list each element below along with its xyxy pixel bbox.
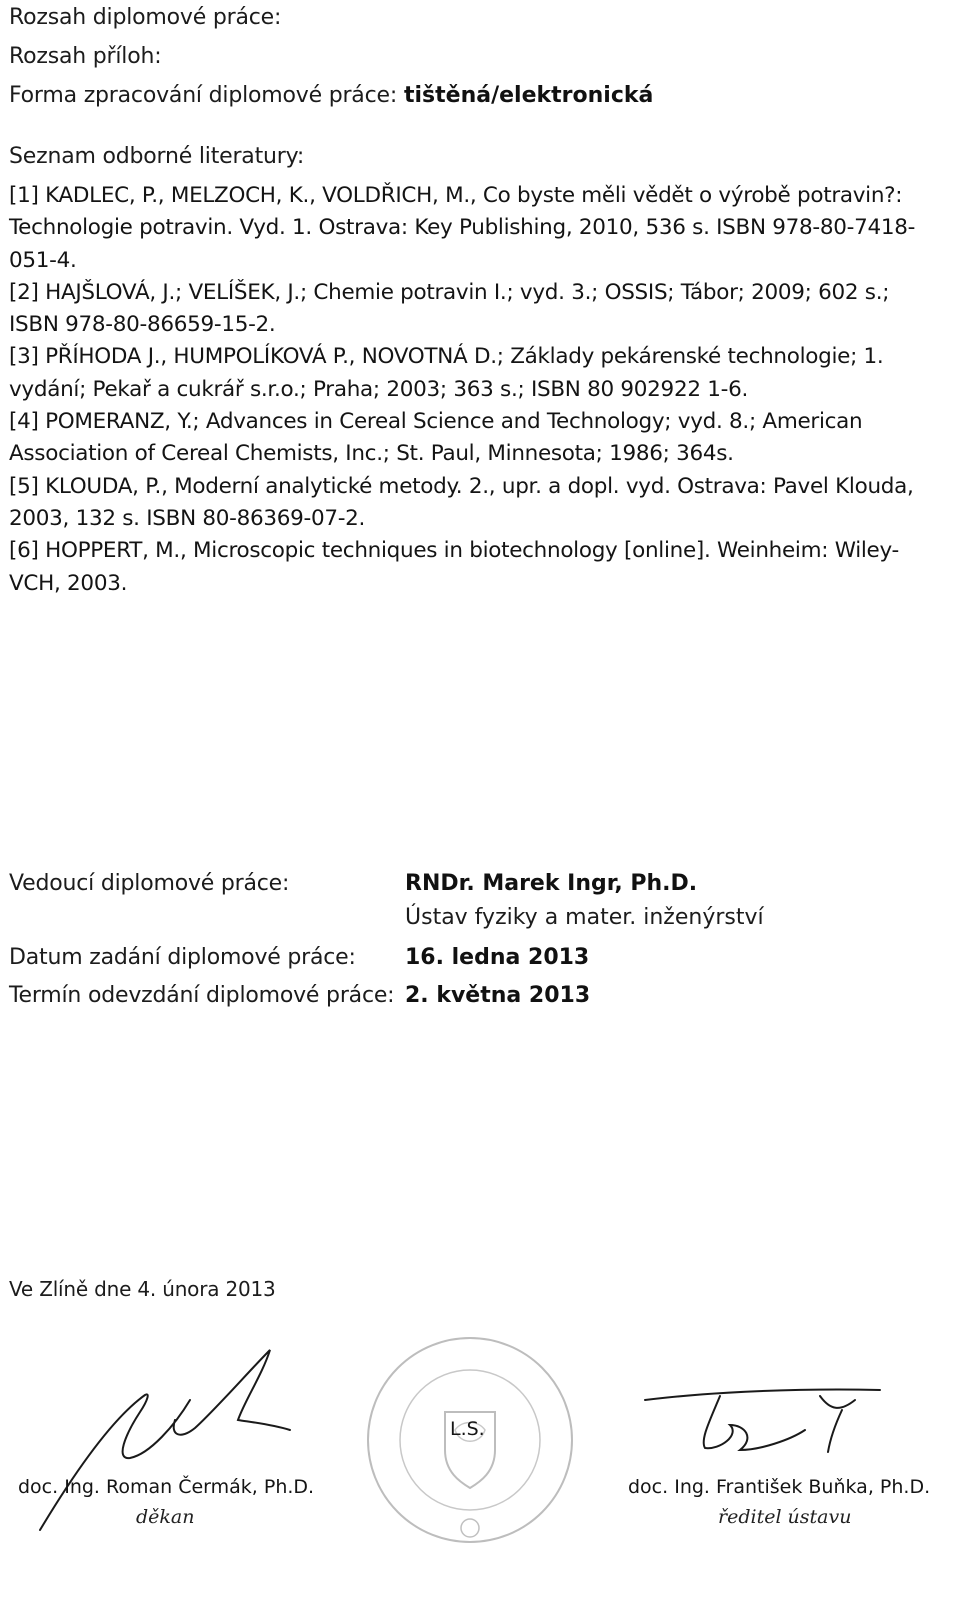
stamp-label: L.S. xyxy=(450,1418,485,1440)
datum-zadani-value: 16. ledna 2013 xyxy=(405,945,590,970)
director-signature xyxy=(630,1380,910,1470)
literature-item-2: [2] HAJŠLOVÁ, J.; VELÍŠEK, J.; Chemie potravin I.; vyd. 3.; OSSIS; Tábor; 2009; 602 s.; ISBN 978-80-86659-15-2. xyxy=(9,279,890,338)
forma-label: Forma zpracování diplomové práce: xyxy=(9,83,398,108)
literature-item-3: [3] PŘÍHODA J., HUMPOLÍKOVÁ P., NOVOTNÁ D.; Základy pekárenské technologie; 1. vydání; Pekař a cukrář s.r.o.; Praha; 2003; 363 s.; ISBN 80 902922 1-6. xyxy=(9,344,884,402)
termin-value: 2. května 2013 xyxy=(405,983,591,1008)
termin-label: Termín odevzdání diplomové práce: xyxy=(9,983,395,1008)
literature-item-6: [6] HOPPERT, M., Microscopic techniques in biotechnology [online]. Weinheim: Wiley-VCH, 2003. xyxy=(9,538,899,596)
datum-zadani-label: Datum zadání diplomové práce: xyxy=(9,945,356,970)
rozsah-prace-label: Rozsah diplomové práce: xyxy=(9,5,282,30)
dean-name: doc. Ing. Roman Čermák, Ph.D. xyxy=(18,1476,315,1498)
literature-title: Seznam odborné literatury: xyxy=(9,144,305,169)
literature-item-1: [1] KADLEC, P., MELZOCH, K., VOLDŘICH, M., Co byste měli vědět o výrobě potravin?: Technologie potravin. Vyd. 1. Ostrava: Key Publishing, 2010, 536 s. ISBN 978-80-7418-051-4. xyxy=(9,183,916,273)
literature-list xyxy=(9,180,944,600)
literature-item-5: [5] KLOUDA, P., Moderní analytické metody. 2., upr. a dopl. vyd. Ostrava: Pavel Klouda, 2003, 132 s. ISBN 80-86369-07-2. xyxy=(9,473,914,531)
rozsah-priloh-label: Rozsah příloh: xyxy=(9,44,162,69)
literature-item-4: [4] POMERANZ, Y.; Advances in Cereal Science and Technology; vyd. 8.; American Association of Cereal Chemists, Inc.; St. Paul, Minnesota; 1986; 364s. xyxy=(9,409,863,467)
vedouci-name: RNDr. Marek Ingr, Ph.D. xyxy=(405,871,698,896)
director-role: ředitel ústavu xyxy=(718,1506,852,1528)
director-name: doc. Ing. František Buňka, Ph.D. xyxy=(628,1476,931,1498)
dean-role: děkan xyxy=(136,1506,195,1528)
vedouci-label: Vedoucí diplomové práce: xyxy=(9,871,290,896)
forma-value: tištěná/elektronická xyxy=(404,83,654,108)
vedouci-ustav: Ústav fyziky a mater. inženýrství xyxy=(405,905,764,930)
official-stamp xyxy=(350,1320,590,1560)
place-date: Ve Zlíně dne 4. února 2013 xyxy=(9,1277,276,1301)
